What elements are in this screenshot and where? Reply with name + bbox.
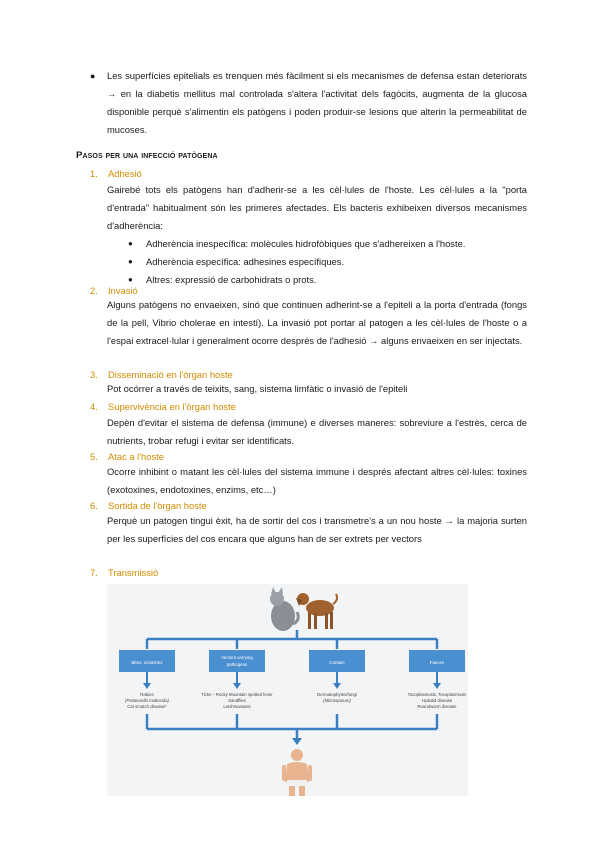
step-heading-transmissio <box>90 566 158 580</box>
example-text: Ticks – Rocky Mountain spotted fever <box>201 692 273 697</box>
step-number: 7. <box>90 567 98 578</box>
svg-text:Contact: Contact <box>329 660 345 665</box>
step-number: 4. <box>90 401 98 412</box>
human-illustration <box>282 749 312 796</box>
example-text: Toxoplasmosis, Toxoplasmosis <box>407 692 467 697</box>
example-text: (Microsporum) <box>323 698 351 703</box>
bullet-dot-icon: ● <box>128 257 133 266</box>
example-text: Dermatophytes/fungi <box>317 692 357 697</box>
list-item: ● Adherència específica: adhesines específiques. <box>128 253 528 271</box>
step-title: Supervivència en l'òrgan hoste <box>108 401 236 412</box>
route-box-vectors <box>209 650 265 672</box>
step-number: 2. <box>90 285 98 296</box>
step-title: Atac a l'hoste <box>108 451 164 462</box>
step-body-sortida: Perquè un patogen tingui èxit, ha de sortir del cos i transmetre's a un nou hoste → la majoria surten per les superfícies del cos encara que alguns han de ser extrets per vectors <box>107 515 527 544</box>
step-heading-sortida <box>90 499 207 513</box>
list-item: ● Adherència inespecífica: molècules hidrofòbiques que s'adhereixen a l'hoste. <box>128 235 528 253</box>
step-heading-adhesio <box>90 167 142 181</box>
example-text: Sandflies <box>228 698 246 703</box>
example-text: Roundworm disease <box>417 704 457 709</box>
adhesion-subbullets <box>128 235 528 289</box>
section-title: Pasos per una infecció patògena <box>76 150 218 161</box>
bullet-dot-icon: ● <box>128 239 133 248</box>
step-title: Transmissió <box>108 567 159 578</box>
intro-paragraph: Les superfícies epitelials es trenquen més fàcilment si els mecanismes de defensa estan deteriorats → en la diabetis mellitus mal controlada s'altera l'activitat dels fagòcits, augmenta de la glucosa disponible perquè s'alimentin els patògens i poden produir-se lesions que alterin la permeabilitat de mucoses. <box>107 70 527 135</box>
step-title: Disseminació en l'òrgan hoste <box>108 369 233 380</box>
svg-text:Bites, scratches: Bites, scratches <box>131 660 163 665</box>
example-text: Rabies <box>140 692 154 697</box>
list-item: ● Altres: expressió de carbohidrats o prots. <box>128 271 528 289</box>
example-text: (Pasteurella multocida) <box>125 698 169 703</box>
step-heading-supervivencia <box>90 400 236 414</box>
example-text: Cat scratch disease* <box>127 704 167 709</box>
step-body-supervivencia: Depèn d'evitar el sistema de defensa (immune) e diverses maneres: sobreviure a l'estrès, cerca de nutrients, trobar refugi i evitar ser identificats. <box>107 417 527 446</box>
step-title: Invasió <box>108 285 138 296</box>
step-number: 3. <box>90 369 98 380</box>
step-body-invasio: Alguns patògens no envaeixen, sinó que continuen adherint-se a l'epiteli a la porta d'entrada (fongs de la pell, Vibrio cholerae en intestí). La invasió pot portar al patogen a les cèl·lules de l'hoste o a l'espai extracel·lular i generalment ocorre després de l'adhesió → alguns envaeixen en ser injectats. <box>107 299 527 346</box>
bullet-dot-icon: ● <box>90 71 96 81</box>
step-heading-atac <box>90 450 164 464</box>
transmission-diagram <box>107 584 468 796</box>
step-number: 6. <box>90 500 98 511</box>
bullet-dot-icon: ● <box>128 275 133 284</box>
step-number: 5. <box>90 451 98 462</box>
step-body-adhesio: Gairebé tots els patògens han d'adherir-se a les cèl·lules de l'hoste. Les cèl·lules a la "porta d'entrada" habitualment són les primeres afectades. Els bacteris exhibeixen diversos mecanismes d'adherència: <box>107 184 527 231</box>
step-number: 1. <box>90 168 98 179</box>
route-box-bites <box>119 650 175 672</box>
svg-text:Faeces: Faeces <box>429 660 445 665</box>
route-box-faeces <box>409 650 465 672</box>
example-text: Hydatid disease <box>421 698 453 703</box>
step-title: Sortida de l'òrgan hoste <box>108 500 207 511</box>
step-body-disseminacio: Pot ocórrer a través de teixits, sang, sistema limfàtic o invasió de l'epiteli <box>107 383 408 394</box>
route-box-contact <box>309 650 365 672</box>
svg-text:Vectors carrying: Vectors carrying <box>221 655 253 660</box>
step-body-atac: Ocorre inhibint o matant les cèl·lules del sistema immune i després afectant altres cèl·lules: toxines (exotoxines, endotoxines, enzims, etc…) <box>107 466 527 495</box>
example-text: Leishmaniasis <box>223 704 251 709</box>
dog-illustration <box>296 593 337 629</box>
step-title: Adhesió <box>108 168 142 179</box>
svg-text:pathogens: pathogens <box>226 662 248 667</box>
cat-illustration <box>270 587 298 631</box>
